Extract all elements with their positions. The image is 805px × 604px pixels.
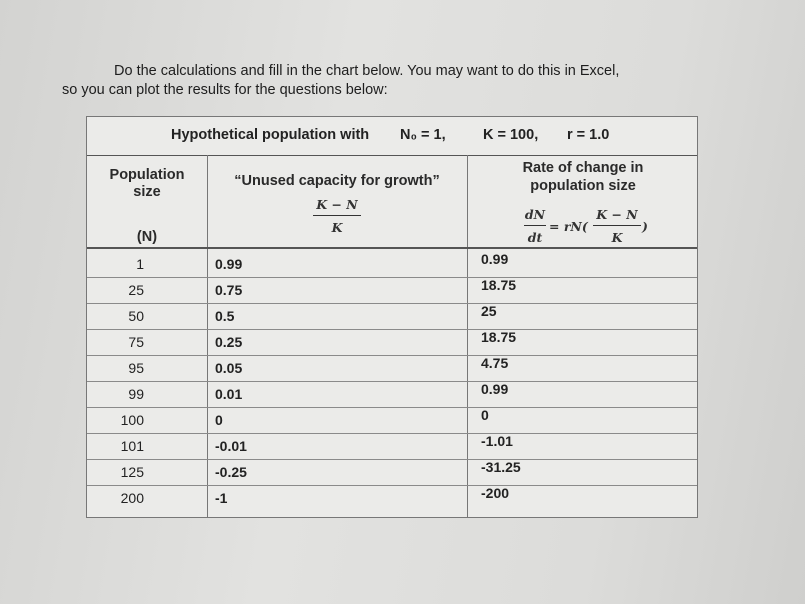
formula-denominator: K (331, 220, 343, 235)
population-size-cell: 95 (128, 360, 144, 376)
table-row (87, 355, 697, 382)
population-size-cell: 101 (120, 438, 144, 454)
formula-dn: dN (524, 207, 546, 222)
table-row (87, 459, 697, 486)
rate-formula-fraction (593, 207, 641, 245)
title-r: r = 1.0 (567, 127, 610, 143)
title-k: K = 100, (483, 127, 539, 143)
rate-of-change-cell: -200 (481, 485, 510, 501)
header-population-line2: size (133, 184, 161, 200)
rate-formula-lhs (524, 207, 546, 245)
rate-of-change-cell: -31.25 (481, 459, 521, 475)
population-size-cell: 99 (128, 386, 144, 402)
header-n-symbol: (N) (136, 229, 158, 245)
header-rate-line2: population size (530, 178, 636, 194)
population-size-cell: 75 (128, 334, 144, 350)
population-size-cell: 125 (120, 464, 144, 480)
unused-capacity-cell: 0.01 (215, 386, 243, 402)
unused-capacity-cell: -0.01 (215, 438, 247, 454)
table-row (87, 251, 697, 278)
rate-of-change-cell: -1.01 (481, 433, 513, 449)
rate-of-change-cell: 25 (481, 303, 497, 319)
unused-capacity-cell: 0.5 (215, 308, 235, 324)
header-divider (87, 247, 697, 249)
unused-capacity-cell: 0.75 (215, 282, 243, 298)
rate-of-change-cell: 18.75 (481, 329, 517, 345)
rate-of-change-cell: 0.99 (481, 251, 509, 267)
table-row (87, 329, 697, 356)
table-row (87, 381, 697, 408)
unused-capacity-cell: 0.99 (215, 256, 243, 272)
header-population-line1: Population (109, 167, 185, 183)
fraction-bar (524, 225, 546, 226)
formula-numerator: K − N (596, 207, 638, 222)
title-main: Hypothetical population with (171, 127, 370, 143)
table-row (87, 407, 697, 434)
header-rate-of-change (467, 159, 699, 195)
unused-capacity-cell: 0.25 (215, 334, 243, 350)
formula-denominator: K (611, 230, 623, 245)
formula-numerator: K − N (316, 197, 358, 212)
table-title (87, 117, 697, 156)
rate-of-change-cell: 0.99 (481, 381, 509, 397)
table-row (87, 303, 697, 330)
unused-capacity-cell: -0.25 (215, 464, 247, 480)
table-row (87, 277, 697, 304)
formula-dt: dt (527, 230, 543, 245)
header-population-size (87, 167, 207, 201)
fraction-bar (313, 215, 361, 216)
data-table (86, 116, 698, 518)
population-size-cell: 200 (120, 490, 144, 506)
instructions (62, 62, 762, 100)
population-size-cell: 100 (120, 412, 144, 428)
table-row (87, 433, 697, 460)
table-row (87, 485, 697, 511)
rate-of-change-cell: 4.75 (481, 355, 509, 371)
instructions-line-2: so you can plot the results for the questions below: (62, 82, 388, 98)
population-size-cell: 50 (128, 308, 144, 324)
instructions-line-1: Do the calculations and fill in the chart below. You may want to do this in Excel, (114, 63, 620, 79)
title-n0: N₀ = 1, (400, 127, 446, 143)
population-size-cell: 1 (136, 256, 144, 272)
header-unused-capacity: “Unused capacity for growth” (234, 173, 440, 189)
rate-of-change-cell: 0 (481, 407, 489, 423)
unused-capacity-formula (313, 197, 361, 235)
unused-capacity-cell: -1 (215, 490, 228, 506)
fraction-bar (593, 225, 641, 226)
rate-of-change-cell: 18.75 (481, 277, 517, 293)
rate-formula-mid: = rN( (549, 219, 588, 234)
rate-formula-close: ) (642, 219, 648, 234)
population-size-cell: 25 (128, 282, 144, 298)
unused-capacity-cell: 0.05 (215, 360, 243, 376)
unused-capacity-cell: 0 (215, 412, 223, 428)
header-rate-line1: Rate of change in (522, 160, 644, 176)
